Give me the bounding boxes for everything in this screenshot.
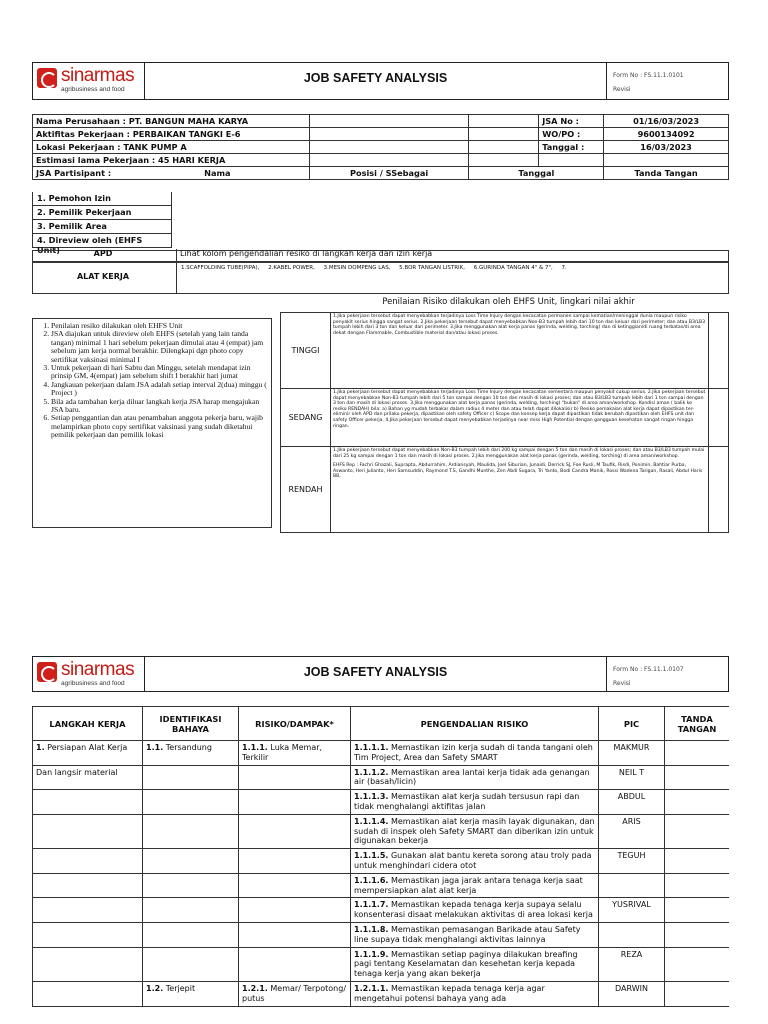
document-title: JOB SAFETY ANALYSIS [303,71,448,85]
participant-header: JSA Partisipant : Nama [33,167,310,180]
table-row [33,947,730,981]
tools-label: ALAT KERJA [76,272,130,281]
risk-impact [239,922,351,947]
logo-name: sinarmas [61,659,135,680]
risk-impact-text: Luka Memar, Terkilir [242,743,323,762]
col-risk: RISIKO/DAMPAK* [239,707,351,741]
col-signature: TANDA TANGAN [665,707,730,741]
risk-control-number: 1.2.1.1. [354,983,389,993]
pic [599,790,665,815]
form-number: Form No : FS.11.1.0101 [613,72,684,79]
role-item: 2. Pemilik Pekerjaan [32,206,172,220]
note-item: 1. Penilaian resiko dilakukan oleh EHFS Unit [51,322,267,330]
col-hazard: IDENTIFIKASI BAHAYA [143,707,239,741]
risk-control-number: 1.1.1.3. [354,792,389,802]
risk-control-text: Memastikan kepada tenaga kerja agar mengetahui potensi bahaya yang ada [354,983,545,1003]
jsa-no-value: 01/16/03/2023 [604,115,729,128]
job-info-table [32,114,729,180]
signature-cell [665,849,730,874]
work-step [33,790,143,815]
risk-control-text: Memastikan jaga jarak antara tenaga kerja saat mempersiapkan alat alat kerja [354,875,583,895]
company-name: Nama Perusahaan : PT. BANGUN MAHA KARYA [33,115,310,128]
pic [599,873,665,898]
col-position: Posisi / SSebagai [309,167,469,180]
hazard-number: 1.1. [146,743,164,752]
risk-control [351,873,599,898]
wo-label: WO/PO : [539,128,604,141]
signature-cell [665,922,730,947]
company-logo [33,657,145,691]
risk-impact [239,898,351,923]
hazard [143,765,239,790]
table-row [33,922,730,947]
table-row [33,981,730,1006]
risk-impact [239,873,351,898]
jsa-steps-table [32,706,729,1007]
risk-impact [239,741,351,766]
risk-control-number: 1.1.1.2. [354,767,389,777]
signature-cell [665,873,730,898]
revision: Revisi [613,680,631,687]
company-logo [33,63,145,99]
work-step-text: Persiapan Alat Kerja [47,743,128,752]
notes-list [32,318,272,528]
risk-control [351,947,599,981]
risk-impact [239,814,351,848]
risk-medium-text: 1.Jika pekerjaan tersebut dapat menyebabkan terjadinya Loss Time Injury dengan kecacatan sementara maupun penyakit cukup serius. 2.Jika pekerjaan tersebut dapat menyebabkan Non-B3 tumpah lebih dari 5 ton sampai dengan 10 ton dan masih di lokasi proses; dan atau B3/LB3 tumpah lebih dari 1 ton sampai dengan 3 ton dan masih di lokasi proses. 3.Jika menggunakan alat kerja panas (gerinda, welding, torching) "bukan" di area aman/workshop. Kondisi aman ( balik ke resiko RENDAH) bila: a) Bahan yg mudah terbakar dalam radius 4 meter dan atau telah dapat dilokalisir b) Resiko pemakaian alat kerja dapat dipastikan ter-eliminir oleh APD dan prilaku pekerja, dipastikan oleh safety Officer c) Scope dan konsep kerja dapat dipastikan tidak berubah dipastikan oleh EHFS unit dan safety Officer pekerja. 4.Jika pekerjaan tersebut dapat menyebabkan terjadinya near miss High Potential dengan gangguan kesehatan sangat ringan hingga ringan. [331,389,709,447]
work-activity: Aktifitas Pekerjaan : PERBAIKAN TANGKI E-6 [33,128,310,141]
risk-impact [239,790,351,815]
role-item: 1. Pemohon Izin [32,192,172,206]
risk-assessment-header: Penilaian Risiko dilakukan oleh EHFS Unit, lingkari nilai akhir [382,296,635,306]
document-title: JOB SAFETY ANALYSIS [303,665,448,679]
pic-text: NEIL T [618,767,645,777]
pic-text: ARIS [622,816,641,826]
risk-impact [239,849,351,874]
hazard [143,947,239,981]
form-number: Form No : FS.11.1.0107 [613,666,684,673]
table-row [33,898,730,923]
table-row [33,790,730,815]
risk-control-text: Memastikan pemasangan Barikade atau Safety line supaya tidak menghalangi aktivitas lainnya [354,924,581,944]
pic [599,849,665,874]
risk-control [351,981,599,1006]
signature-cell [665,814,730,848]
date-value: 16/03/2023 [604,141,729,154]
risk-control-text: Memastikan izin kerja sudah di tanda tangani oleh Tim Project, Area dan Safety SMART [354,743,593,762]
work-step [33,873,143,898]
work-location: Lokasi Pekerjaan : TANK PUMP A [33,141,310,154]
hazard [143,922,239,947]
signature-cell [665,765,730,790]
risk-control [351,790,599,815]
hazard-text: Tersandung [165,743,212,752]
hazard [143,898,239,923]
risk-control-text: Gunakan alat bantu kereta sorong atau troly pada untuk menghindari cidera otot [354,851,592,870]
jsa-page-1 [32,62,729,530]
hazard [143,741,239,766]
risk-impact-text: Memar/ Terpotong/ putus [242,983,347,1003]
pic [599,947,665,981]
role-item: 3. Pemilik Area [32,220,172,234]
risk-low-text: 1.Jika pekerjaan tersebut dapat menyebabkan Non-B3 tumpah lebih dari 200 kg sampai dengan 5 ton dan masih di lokasi proses; dan atau B3/LB3 tumpah mulai dari 25 kg sampai dengan 1 ton dan masih di lokasi proses. 2.Jika menggunakan alat kerja panas (gerinda, welding, torching) di area aman/workshop. [333,448,705,459]
signature-cell [665,790,730,815]
risk-control-text: Memastikan kepada tenaga kerja supaya selalu konsenterasi disaat melakukan aktivitas di area lokasi kerja [354,900,593,920]
table-row [33,741,730,766]
risk-control [351,741,599,766]
table-row [33,814,730,848]
page-header [32,62,729,100]
hazard [143,981,239,1006]
logo-name: sinarmas [61,65,135,86]
risk-high-text: 1.Jika pekerjaan tersebut dapat menyebabkan terjadinya Loss Time Injury dengan kecacatan permanen sampai kematian/meninggal dunia maupun risiko penyakit serius hingga sangat serius. 2.Jika pekerjaan tersebut dapat menyebabkan Non-B3 tumpah lebih dari 10 ton dan keluar dari perimeter; dan atau B3/LB3 tumpah lebih dari 3 ton dan keluar dari perimeter. 3.Jika menggunakan alat kerja panas (gerinda, welding, torching) dan di ketinggian/di ruang terbatas/di area dekat dengan Flammable, Combustible material dan/atau lokasi proses. [331,313,709,389]
risk-control [351,849,599,874]
signature-cell [665,981,730,1006]
page-header [32,656,729,692]
form-info [606,63,728,99]
note-item: 3. Untuk pekerjaan di hari Sabtu dan Minggu, setelah mendapat izin prinsip GM, 4(empat) jam sebelum shift I berakhir hari jumat [51,364,267,381]
work-step [33,814,143,848]
risk-level-medium: SEDANG [281,389,331,447]
note-item: 6. Setiap penggantian dan atau penambahan anggota pekerja baru, wajib melampirkan photo copy sertifikat vaksinasi yang sudah diketahui pemilik pekerjaan dan pemilik lokasi [51,414,267,439]
note-item: 4. Jangkauan pekerjaan dalam JSA adalah setiap interval 2(dua) minggu ( Project ) [51,381,267,398]
work-step-number: 1. [36,743,45,752]
col-signature: Tanda Tangan [604,167,729,180]
hazard-number: 1.2. [146,983,164,993]
risk-impact [239,981,351,1006]
revision: Revisi [613,86,631,93]
logo-tagline: agribusiness and food [61,86,125,93]
ehfs-rep: EHFS Rep : Fachri Ghazali, Suprapta, Abdurrahim, Ardiansyah, Maulida, Joel Siburian, Junaidi, Derrick SJ, Foe Rusli, M Taufik, Risdi, Ponimin, Bahtiar Purba, Aswanto, Heri Julianto, Heri Samsuddin, Raymond T.S, Gandhi Munthe, Zen Abdi Sugara, Tri Yanto, Bodi Candra Manik, Rossi Wadena Tarigan, Rasali, Abdul Haris BB, [333,463,703,480]
risk-low-cell [331,447,709,533]
risk-control [351,814,599,848]
signature-cell [665,898,730,923]
risk-control [351,765,599,790]
hazard [143,849,239,874]
pic [599,922,665,947]
signature-cell [665,741,730,766]
work-step [33,981,143,1006]
pic [599,741,665,766]
hazard [143,814,239,848]
tools-text: 1.SCAFFOLDING TUBE(PIPA), 2.KABEL POWER, 3.MESIN DOMPENG LAS, 5.BOR TANGAN LISTRIK, 6.GURINDA TANGAN 4" & 7", 7. [176,263,728,293]
risk-control-number: 1.1.1.5. [354,851,389,861]
work-step [33,898,143,923]
col-work-step: LANGKAH KERJA [33,707,143,741]
jsa-page-2 [32,656,729,1024]
wo-value: 9600134092 [604,128,729,141]
col-date: Tanggal [469,167,604,180]
risk-control-number: 1.1.1.7. [354,900,389,910]
table-row [33,849,730,874]
risk-control-number: 1.1.1.1. [354,743,389,752]
risk-control-number: 1.1.1.8. [354,924,389,934]
risk-control [351,922,599,947]
risk-control-text: Memastikan setiap paginya dilakukan breafing pagi tentang Keselamatan dan kesehetan kerja kepada tenaga kerja yang akan bekerja [354,949,578,979]
work-duration: Estimasi lama Pekerjaan : 45 HARI KERJA [33,154,310,167]
hazard [143,873,239,898]
risk-control-number: 1.1.1.6. [354,875,389,885]
risk-control-number: 1.1.1.9. [354,949,389,959]
steps-body [33,741,730,1007]
role-item: 4. Direview oleh (EHFS Unit) [32,234,172,248]
date-label: Tanggal : [539,141,604,154]
logo-tagline: agribusiness and food [61,680,125,687]
table-row [33,765,730,790]
col-name: Nama [204,168,231,178]
signature-cell [665,947,730,981]
risk-control-text: Memastikan alat kerja sudah tersusun rapi dan tidak menghalangi aktifitas jalan [354,792,580,811]
note-item: 5. Bila ada tambahan kerja diluar langkah kerja JSA harap mengajukan JSA baru. [51,398,267,415]
work-step [33,947,143,981]
risk-control-text: Memastikan alat kerja masih layak digunakan, dan sudah di inspek oleh Safety SMART dan diberikan izin untuk digunakan bekerja [354,816,595,846]
pic-text: MAKMUR [613,743,650,752]
apd-row [32,250,729,262]
pic [599,765,665,790]
risk-level-high: TINGGI [281,313,331,389]
risk-impact [239,765,351,790]
hazard-text: Terjepit [165,983,196,993]
sinarmas-logo-icon [37,662,57,682]
risk-impact-number: 1.2.1. [242,983,268,993]
apd-text: Lihat kolom pengendalian resiko di langkah kerja dan izin kerja [176,249,706,261]
work-step [33,922,143,947]
risk-impact [239,947,351,981]
jsa-no-label: JSA No : [539,115,604,128]
pic [599,898,665,923]
risk-level-table [280,312,729,533]
tools-row [32,262,729,294]
pic-text: TEGUH [617,851,646,861]
risk-control-number: 1.1.1.4. [354,816,389,826]
risk-control-text: Memastikan area lantai kerja tidak ada genangan air (basah/licin) [354,767,590,787]
pic-text: ABDUL [617,792,646,802]
apd-label: APD [93,249,113,258]
pic [599,981,665,1006]
risk-level-low: RENDAH [281,447,331,533]
note-item: 2. JSA diajukan untuk direview oleh EHFS (setelah yang lain tanda tangan) minimal 1 hari sebelum pekerjaan dimulai atau 4 (empat) jam sebelum jam kerja normal berakhir. Dilengkapi dgn photo copy sertifikat vaksinasi minimal I [51,330,267,364]
work-step [33,765,143,790]
pic-text: DARWIN [615,983,648,993]
pic-text: REZA [620,949,643,959]
pic-text: YUSRIVAL [612,900,651,910]
form-info [606,657,728,691]
col-control: PENGENDALIAN RISIKO [351,707,599,741]
table-row [33,873,730,898]
work-step [33,849,143,874]
sinarmas-logo-icon [37,68,57,88]
work-step [33,741,143,766]
pic [599,814,665,848]
risk-impact-number: 1.1.1. [242,743,268,752]
risk-control [351,898,599,923]
col-pic: PIC [599,707,665,741]
work-step-text: Dan langsir material [36,767,118,777]
hazard [143,790,239,815]
